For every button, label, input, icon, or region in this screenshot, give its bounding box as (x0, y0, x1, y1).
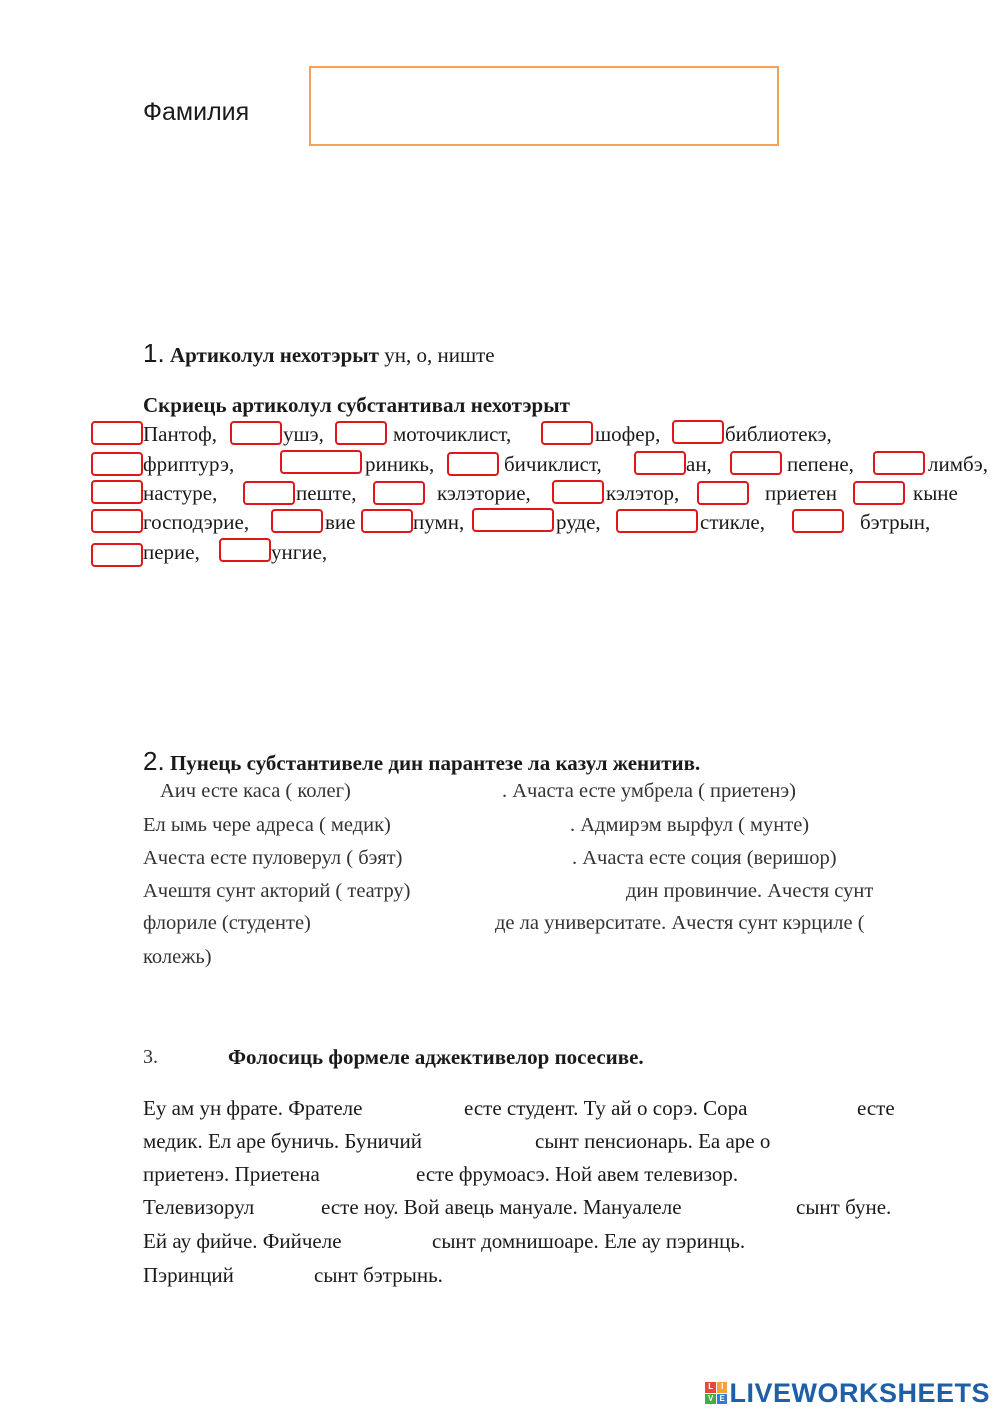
logo-letter: V (705, 1394, 716, 1405)
surname-input[interactable] (309, 66, 779, 146)
article-answer-box[interactable] (280, 450, 362, 474)
article-answer-box[interactable] (447, 452, 499, 476)
logo-letter: L (705, 1382, 716, 1393)
sentence-text: Ел ымь чере адреса ( медик) (143, 814, 391, 836)
section1-title-suffix: ун, о, ниште (384, 343, 495, 367)
article-answer-box[interactable] (91, 509, 143, 533)
sentence-text: Ачештя сунт акторий ( театру) (143, 880, 411, 902)
section2-heading (143, 746, 700, 777)
sentence-text: . Адмирэм вырфул ( мунте) (570, 814, 810, 836)
article-answer-box[interactable] (243, 481, 295, 505)
liveworksheets-logo-icon (705, 1382, 727, 1404)
sentence-text: сынт домнишоаре. Еле ау пэринць. (432, 1229, 746, 1253)
sentence-text: медик. Ел аре буничь. Буничий (143, 1129, 422, 1153)
sentence-text: Ачеста есте пуловерул ( бэят) (143, 847, 403, 869)
sentence-text: есте студент. Ту ай о сорэ. Сора (464, 1096, 748, 1120)
logo-letter: E (717, 1394, 728, 1405)
word: настуре, (143, 481, 218, 505)
word: риникь, (365, 452, 435, 476)
article-answer-box[interactable] (873, 451, 925, 475)
article-answer-box[interactable] (91, 543, 143, 567)
sentence-text: есте фрумоасэ. Ной авем телевизор. (416, 1162, 739, 1186)
word: пепене, (787, 452, 854, 476)
section3-title: Фолосиць формеле аджективелор посесиве. (228, 1045, 644, 1069)
sentence-text: Ей ау фийче. Фийчеле (143, 1229, 342, 1253)
word: вие (325, 510, 356, 534)
article-answer-box[interactable] (541, 421, 593, 445)
article-answer-box[interactable] (672, 420, 724, 444)
article-answer-box[interactable] (730, 451, 782, 475)
article-answer-box[interactable] (853, 481, 905, 505)
section1-subtitle: Скриець артиколул субстантивал нехотэрыт (143, 393, 570, 417)
surname-label: Фамилия (143, 98, 250, 126)
sentence-text: дин провинчие. Ачестя сунт (626, 880, 874, 902)
sentence-text: приетенэ. Приетена (143, 1162, 320, 1186)
word: бичиклист, (504, 452, 602, 476)
sentence-text: сынт буне. (796, 1195, 892, 1219)
word: унгие, (271, 540, 328, 564)
word: руде, (556, 510, 601, 534)
word: лимбэ, (928, 452, 988, 476)
sentence-text: Еу ам ун фрате. Фрателе (143, 1096, 363, 1120)
article-answer-box[interactable] (472, 508, 554, 532)
article-answer-box[interactable] (335, 421, 387, 445)
logo-letter: I (717, 1382, 728, 1393)
sentence-text: колежь) (143, 946, 212, 968)
word: кэлэтор, (606, 481, 680, 505)
word: пеште, (296, 481, 357, 505)
word: стикле, (700, 510, 765, 534)
sentence-text: есте ноу. Вой авець мануале. Мануалеле (321, 1195, 682, 1219)
word: ан, (686, 452, 712, 476)
article-answer-box[interactable] (697, 481, 749, 505)
article-answer-box[interactable] (91, 452, 143, 476)
sentence-text: есте (857, 1096, 895, 1120)
section2-title: Пунець субстантивеле дин парантезе ла казул женитив. (169, 751, 701, 775)
article-answer-box[interactable] (91, 480, 143, 504)
word: пумн, (413, 510, 465, 534)
logo-text: LIVEWORKSHEETS (729, 1377, 990, 1408)
word: Пантоф, (143, 422, 217, 446)
sentence-text: Пэринций (143, 1263, 234, 1287)
sentence-text: сынт бэтрынь. (314, 1263, 443, 1287)
word: фриптурэ, (143, 452, 235, 476)
word: господэрие, (143, 510, 250, 534)
sentence-text: Телевизорул (143, 1195, 255, 1219)
article-answer-box[interactable] (634, 451, 686, 475)
word: перие, (143, 540, 200, 564)
word: бэтрын, (860, 510, 931, 534)
sentence-text: . Ачаста есте соция (веришор) (572, 847, 837, 869)
sentence-text: . Ачаста есте умбрела ( приетенэ) (502, 780, 796, 802)
article-answer-box[interactable] (230, 421, 282, 445)
section2-number: 2. (143, 746, 165, 776)
word: библиотекэ, (725, 422, 832, 446)
article-answer-box[interactable] (219, 538, 271, 562)
article-answer-box[interactable] (792, 509, 844, 533)
word: моточиклист, (393, 422, 512, 446)
section3-number: 3. (143, 1046, 158, 1068)
article-answer-box[interactable] (373, 481, 425, 505)
word: шофер, (595, 422, 661, 446)
liveworksheets-logo (705, 1378, 990, 1408)
article-answer-box[interactable] (91, 421, 143, 445)
section1-title: Артиколул нехотэрыт (169, 343, 379, 367)
sentence-text: флориле (студенте) (143, 912, 311, 934)
sentence-text: де ла университате. Ачестя сунт кэрциле ( (495, 912, 865, 934)
article-answer-box[interactable] (552, 480, 604, 504)
section1-number: 1. (143, 338, 165, 368)
sentence-text: Аич есте каса ( колег) (160, 780, 351, 802)
word: ушэ, (283, 422, 324, 446)
article-answer-box[interactable] (271, 509, 323, 533)
article-answer-box[interactable] (616, 509, 698, 533)
word: кэлэторие, (437, 481, 531, 505)
section1-heading (143, 338, 495, 369)
sentence-text: сынт пенсионарь. Еа аре о (535, 1129, 771, 1153)
word: приетен (765, 481, 838, 505)
article-answer-box[interactable] (361, 509, 413, 533)
word: кыне (913, 481, 958, 505)
